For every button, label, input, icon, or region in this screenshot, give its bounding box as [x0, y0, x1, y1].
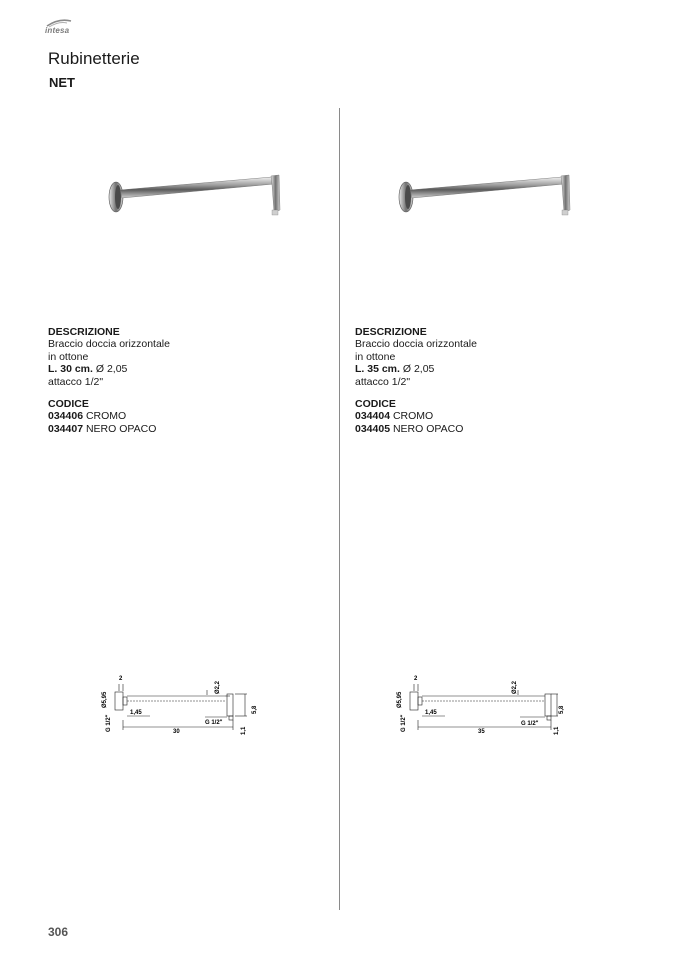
dim-arm-diameter: Ø2,2 [512, 680, 518, 694]
dim-arm-diameter: Ø2,2 [215, 680, 221, 694]
dim-thread-right: G 1/2" [521, 721, 539, 727]
length-diameter-line [355, 363, 477, 375]
dim-flange-diameter: Ø5,95 [102, 691, 108, 708]
page-subtitle: NET [49, 75, 75, 90]
dim-height: 5,8 [252, 705, 258, 714]
column-divider [339, 108, 340, 910]
shower-arm-image [100, 170, 280, 220]
product-code: 034405 [355, 422, 391, 435]
product-finish: CROMO [392, 410, 434, 423]
technical-drawing [95, 672, 265, 742]
code-row [355, 423, 477, 435]
product-details [355, 326, 477, 435]
description-line: Braccio doccia orizzontale [355, 338, 477, 351]
length-label: L. 35 cm. [355, 363, 400, 376]
dim-offset: 1,45 [425, 710, 437, 716]
product-finish: NERO OPACO [392, 422, 464, 435]
dim-bottom: 1,1 [241, 726, 247, 735]
dim-bottom: 1,1 [554, 726, 560, 735]
description-heading: DESCRIZIONE [355, 326, 427, 338]
product-finish: CROMO [85, 410, 127, 423]
description-heading: DESCRIZIONE [48, 326, 120, 338]
dim-thread-right: G 1/2" [205, 720, 223, 726]
product-finish: NERO OPACO [85, 422, 157, 435]
diameter-value: Ø 2,05 [402, 363, 435, 376]
product-code: 034404 [355, 410, 391, 423]
dim-length: 35 [478, 729, 485, 735]
dim-top-flange: 2 [119, 676, 123, 682]
product-details [48, 326, 170, 435]
description-line: Braccio doccia orizzontale [48, 338, 170, 351]
dim-height: 5,8 [559, 705, 565, 714]
connection-line: attacco 1/2" [355, 375, 411, 388]
code-row [48, 423, 170, 435]
diameter-value: Ø 2,05 [95, 363, 128, 376]
dim-length: 30 [173, 729, 180, 735]
dim-offset: 1,45 [130, 710, 142, 716]
description-line: in ottone [355, 350, 396, 363]
dim-top-flange: 2 [414, 676, 418, 682]
page-number: 306 [48, 925, 69, 939]
page-title: Rubinetterie [48, 49, 140, 68]
product-code: 034406 [48, 410, 84, 423]
codes-heading: CODICE [48, 398, 89, 411]
technical-drawing [390, 672, 565, 742]
product-code: 034407 [48, 422, 84, 435]
length-label: L. 30 cm. [48, 363, 93, 376]
code-row [355, 410, 477, 422]
code-row [48, 410, 170, 422]
length-diameter-line [48, 363, 170, 375]
brand-logo [45, 18, 85, 38]
connection-line: attacco 1/2" [48, 375, 104, 388]
codes-heading: CODICE [355, 398, 396, 411]
dim-thread-left: G 1/2" [106, 714, 112, 732]
dim-flange-diameter: Ø5,95 [397, 691, 403, 708]
brand-name: intesa [45, 26, 70, 35]
shower-arm-image [390, 170, 570, 220]
description-line: in ottone [48, 350, 89, 363]
dim-thread-left: G 1/2" [401, 714, 407, 732]
